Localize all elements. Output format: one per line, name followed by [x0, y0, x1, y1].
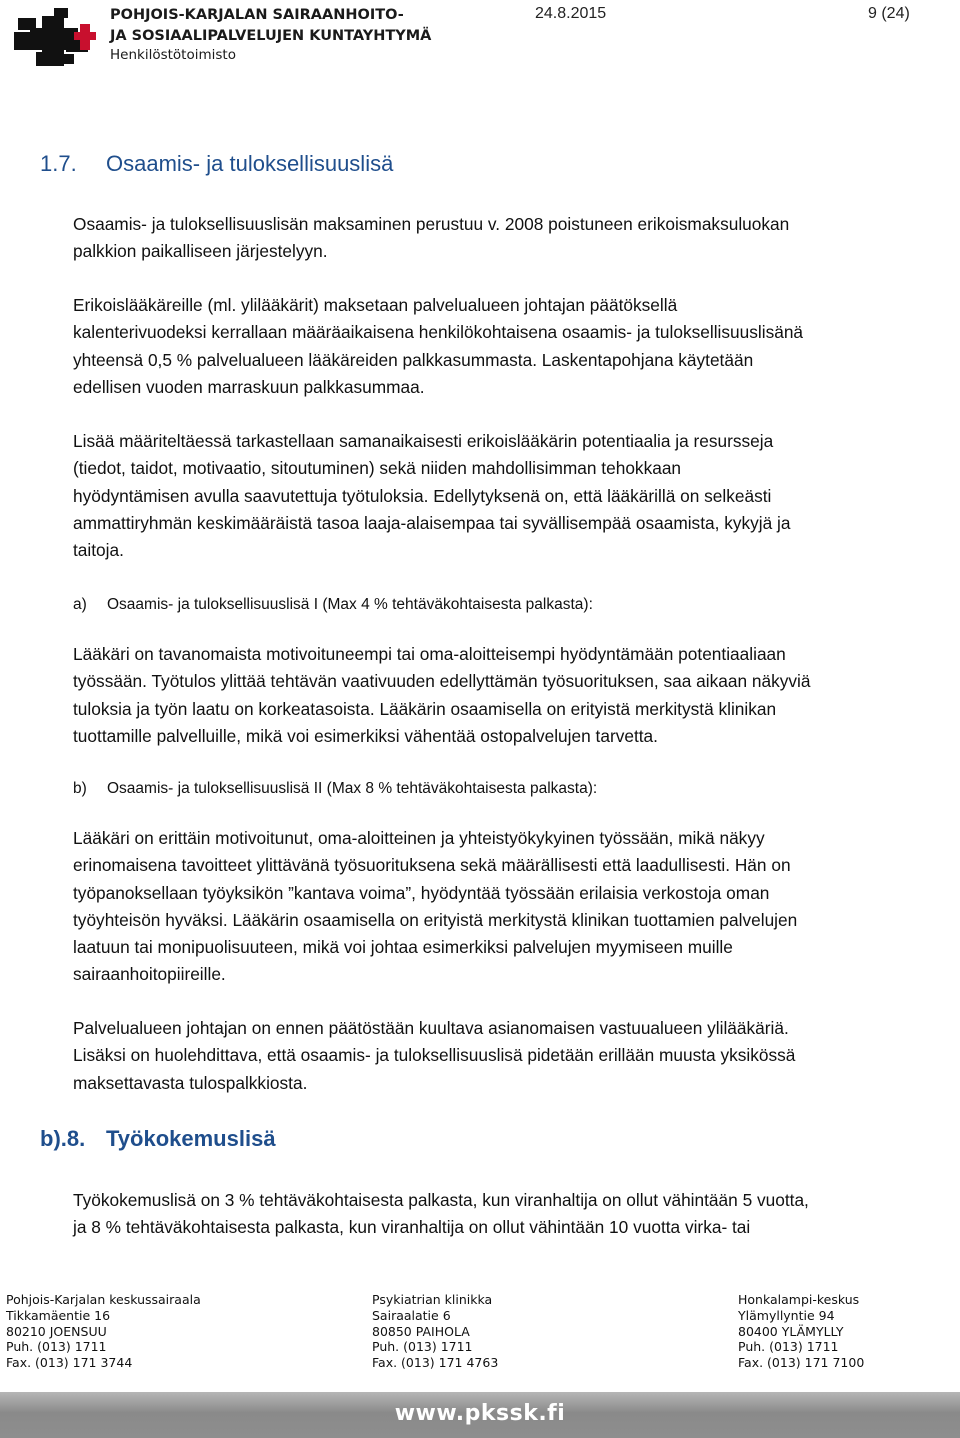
organization-name-line-1: POHJOIS-KARJALAN SAIRAANHOITO- [110, 7, 404, 23]
department-name: Henkilöstötoimisto [110, 47, 236, 63]
footer-address-psychiatric-clinic [372, 1292, 498, 1371]
paragraph-level-1 [73, 641, 959, 750]
text-line: palkkion paikalliseen järjestelyyn. [73, 241, 328, 262]
paragraph-decision [73, 1015, 959, 1097]
footer-line: Psykiatrian klinikka [372, 1292, 493, 1307]
text-line: edellisen vuoden marraskuun palkkasummaa. [73, 376, 425, 397]
footer-line: Fax. (013) 171 7100 [738, 1355, 865, 1371]
footer-banner [0, 1392, 960, 1438]
organization-name [110, 5, 431, 47]
item-title-text: Osaamis- ja tuloksellisuuslisä II (Max 8 % tehtäväkohtaisesta palkasta): [107, 780, 598, 797]
text-line: ja 8 % tehtäväkohtaisesta palkasta, kun viranhaltija on ollut vähintään 10 vuotta virka- tai [73, 1217, 751, 1238]
text-line: hyödyntämisen avulla saavutettuja työtuloksia. Edellytyksenä on, että lääkärillä on selkeästi [73, 485, 772, 506]
paragraph-evaluation [73, 428, 959, 564]
section-number: b).8. [40, 1126, 86, 1151]
footer-line: Puh. (013) 1711 [372, 1339, 473, 1355]
paragraph-work-experience [73, 1187, 959, 1242]
section-title: Työkokemuslisä [106, 1126, 276, 1151]
text-line: Erikoislääkäreille (ml. ylilääkärit) maksetaan palvelualueen johtajan päätöksellä [73, 295, 678, 315]
text-line: maksettavasta tulospalkkiosta. [73, 1072, 308, 1093]
section-title: Osaamis- ja tuloksellisuuslisä [106, 151, 394, 176]
organization-name-line-2: JA SOSIAALIPALVELUJEN KUNTAYHTYMÄ [110, 28, 432, 44]
footer-line: Fax. (013) 171 4763 [372, 1355, 499, 1371]
item-title-text: Osaamis- ja tuloksellisuuslisä I (Max 4 % tehtäväkohtaisesta palkasta): [107, 596, 593, 613]
paragraph-specialists [73, 292, 959, 401]
text-line: laatuun tai monipuolisuuteen, mikä voi johtaa esimerkiksi palvelujen myymiseen muille [73, 937, 733, 958]
footer-line: Sairaalatie 6 [372, 1307, 451, 1323]
text-line: Lisää määriteltäessä tarkastellaan samanaikaisesti erikoislääkärin potentiaalia ja resursseja [73, 431, 774, 451]
text-line: Lääkäri on tavanomaista motivoituneempi tai oma-aloitteisempi hyödyntämään potentiaaliaan [73, 644, 786, 664]
item-label: b) [73, 780, 87, 797]
text-line: (tiedot, taidot, motivaatio, sitoutuminen) sekä niiden mahdollisimman tehokkaan [73, 458, 682, 479]
text-line: Lisäksi on huolehdittava, että osaamis- ja tuloksellisuuslisä pidetään erillään muusta yksikössä [73, 1045, 796, 1066]
item-label: a) [73, 596, 87, 613]
text-line: Osaamis- ja tuloksellisuuslisän maksaminen perustuu v. 2008 poistuneen erikoismaksuluokan [73, 214, 790, 234]
text-line: kalenterivuodeksi kerrallaan määräaikaisena henkilökohtaisena osaamis- ja tuloksellisuuslisänä [73, 322, 804, 343]
text-line: ammattiryhmän keskimääräistä tasoa laaja-alaisempaa tai syvällisempää osaamista, kykyjä ja [73, 512, 791, 533]
paragraph-level-2 [73, 825, 959, 989]
text-line: Palvelualueen johtajan on ennen päätöstään kuultava asianomaisen vastuualueen ylilääkäriä. [73, 1018, 789, 1038]
footer-line: Fax. (013) 171 3744 [6, 1355, 133, 1371]
item-a-title [73, 596, 593, 614]
website-link[interactable]: www.pkssk.fi [394, 1401, 566, 1426]
footer-line: 80850 PAIHOLA [372, 1323, 470, 1339]
footer-line: 80210 JOENSUU [6, 1323, 107, 1339]
text-line: työssään. Työtulos ylittää tehtävän vaativuuden edellyttämän työsuorituksen, saa aikaan näkyviä [73, 671, 811, 692]
footer-line: Puh. (013) 1711 [738, 1339, 839, 1355]
footer-address-honkalampi [738, 1292, 864, 1371]
footer-line: Tikkamäentie 16 [6, 1307, 111, 1323]
footer-line: Honkalampi-keskus [738, 1292, 860, 1307]
text-line: tuottamille palvelluille, mikä voi esimerkiksi vähentää ostopalvelujen tarvetta. [73, 725, 658, 746]
footer-line: Puh. (013) 1711 [6, 1339, 107, 1355]
organization-logo [14, 8, 106, 74]
footer-address-central-hospital [6, 1292, 201, 1371]
page-number: 9 (24) [868, 5, 910, 22]
footer-line: Pohjois-Karjalan keskussairaala [6, 1292, 201, 1307]
text-line: yhteensä 0,5 % palvelualueen lääkäreiden palkkasummasta. Laskentapohjana käytetään [73, 349, 754, 370]
section-heading-work-experience [40, 1126, 276, 1152]
text-line: taitoja. [73, 540, 124, 561]
footer-line: 80400 YLÄMYLLY [738, 1323, 844, 1339]
text-line: työpanoksellaan työyksikön ”kantava voima”, hyödyntää työssään erilaisia verkostoja oman [73, 882, 770, 903]
section-number: 1.7. [40, 151, 77, 176]
section-heading-1-7 [40, 151, 393, 177]
footer-line: Ylämyllyntie 94 [738, 1307, 835, 1323]
text-line: erinomaisena tavoitteet ylittävänä työsuorituksena sekä määrällisesti että laadullisesti. Hän on [73, 855, 791, 876]
paragraph-basis [73, 211, 959, 266]
text-line: työyhteisön hyväksi. Lääkärin osaamisella on erityistä merkitystä klinikan tuottamien palvelujen [73, 909, 798, 930]
text-line: sairaanhoitopiireille. [73, 964, 226, 985]
text-line: Lääkäri on erittäin motivoitunut, oma-aloitteinen ja yhteistyökykyinen työssään, mikä näkyy [73, 828, 765, 848]
item-b-title [73, 780, 597, 798]
text-line: tuloksia ja työn laatu on korkeatasoista. Lääkärin osaamisella on erityistä merkitystä klinikan [73, 698, 777, 719]
document-date: 24.8.2015 [535, 5, 607, 22]
text-line: Työkokemuslisä on 3 % tehtäväkohtaisesta palkasta, kun viranhaltija on ollut vähintään 5 vuotta, [73, 1190, 809, 1210]
